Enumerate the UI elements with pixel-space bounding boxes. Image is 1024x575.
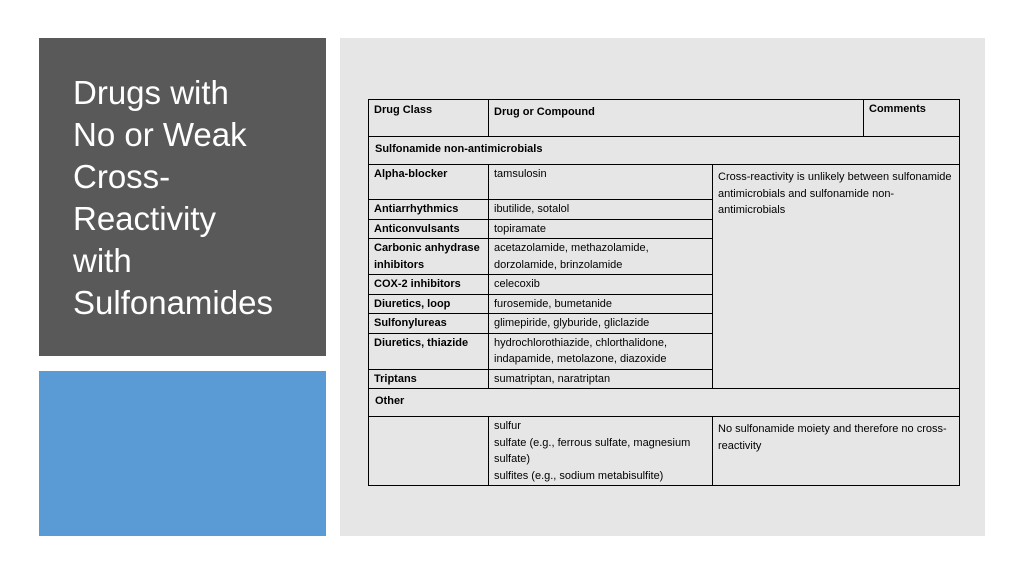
drug-line: sulfites (e.g., sodium metabisulfite) xyxy=(494,469,664,482)
drug-cell: hydrochlorothiazide, chlorthalidone, indapamide, metolazone, diazoxide xyxy=(489,333,713,369)
drug-class-cell: Anticonvulsants xyxy=(369,219,489,239)
drug-cell: celecoxib xyxy=(489,275,713,295)
drug-cell: topiramate xyxy=(489,219,713,239)
drug-class-cell: Sulfonylureas xyxy=(369,314,489,334)
table-header-row xyxy=(369,100,960,137)
section-label: Sulfonamide non-antimicrobials xyxy=(369,137,960,165)
slide-title: Drugs with No or Weak Cross- Reactivity with Sulfonamides xyxy=(73,74,273,321)
drug-cell: furosemide, bumetanide xyxy=(489,294,713,314)
content-panel xyxy=(340,38,985,536)
drug-class-cell xyxy=(369,417,489,486)
section-row-other xyxy=(369,389,960,417)
drug-line: sulfur xyxy=(494,420,521,432)
header-drug-or-compound: Drug or Compound xyxy=(489,100,864,137)
drug-class-cell: Triptans xyxy=(369,369,489,389)
section-row-non-antimicrobials xyxy=(369,137,960,165)
comment-cell-non-antimicrobials: Cross-reactivity is unlikely between sulfonamide antimicrobials and sulfonamide non-antimicrobials xyxy=(713,165,960,389)
section-label: Other xyxy=(369,389,960,417)
drug-class-cell: Alpha-blocker xyxy=(369,165,489,200)
drug-cell: tamsulosin xyxy=(489,165,713,200)
drug-class-cell: Carbonic anhydrase inhibitors xyxy=(369,239,489,275)
header-comments: Comments xyxy=(864,100,960,137)
drug-class-cell: Diuretics, thiazide xyxy=(369,333,489,369)
title-panel xyxy=(39,38,326,356)
drug-class-cell: Antiarrhythmics xyxy=(369,200,489,220)
drug-line: sulfate (e.g., ferrous sulfate, magnesium sulfate) xyxy=(494,436,691,465)
table-row-other xyxy=(369,417,960,486)
table-row xyxy=(369,165,960,200)
drug-table xyxy=(368,99,960,486)
drug-cell: glimepiride, glyburide, gliclazide xyxy=(489,314,713,334)
drug-class-cell: Diuretics, loop xyxy=(369,294,489,314)
drug-class-cell: COX-2 inhibitors xyxy=(369,275,489,295)
drug-cell: acetazolamide, methazolamide, dorzolamide, brinzolamide xyxy=(489,239,713,275)
drug-cell-other xyxy=(489,417,713,486)
accent-panel xyxy=(39,371,326,536)
drug-cell: sumatriptan, naratriptan xyxy=(489,369,713,389)
comment-cell-other: No sulfonamide moiety and therefore no cross-reactivity xyxy=(713,417,960,486)
drug-cell: ibutilide, sotalol xyxy=(489,200,713,220)
header-drug-class: Drug Class xyxy=(369,100,489,137)
